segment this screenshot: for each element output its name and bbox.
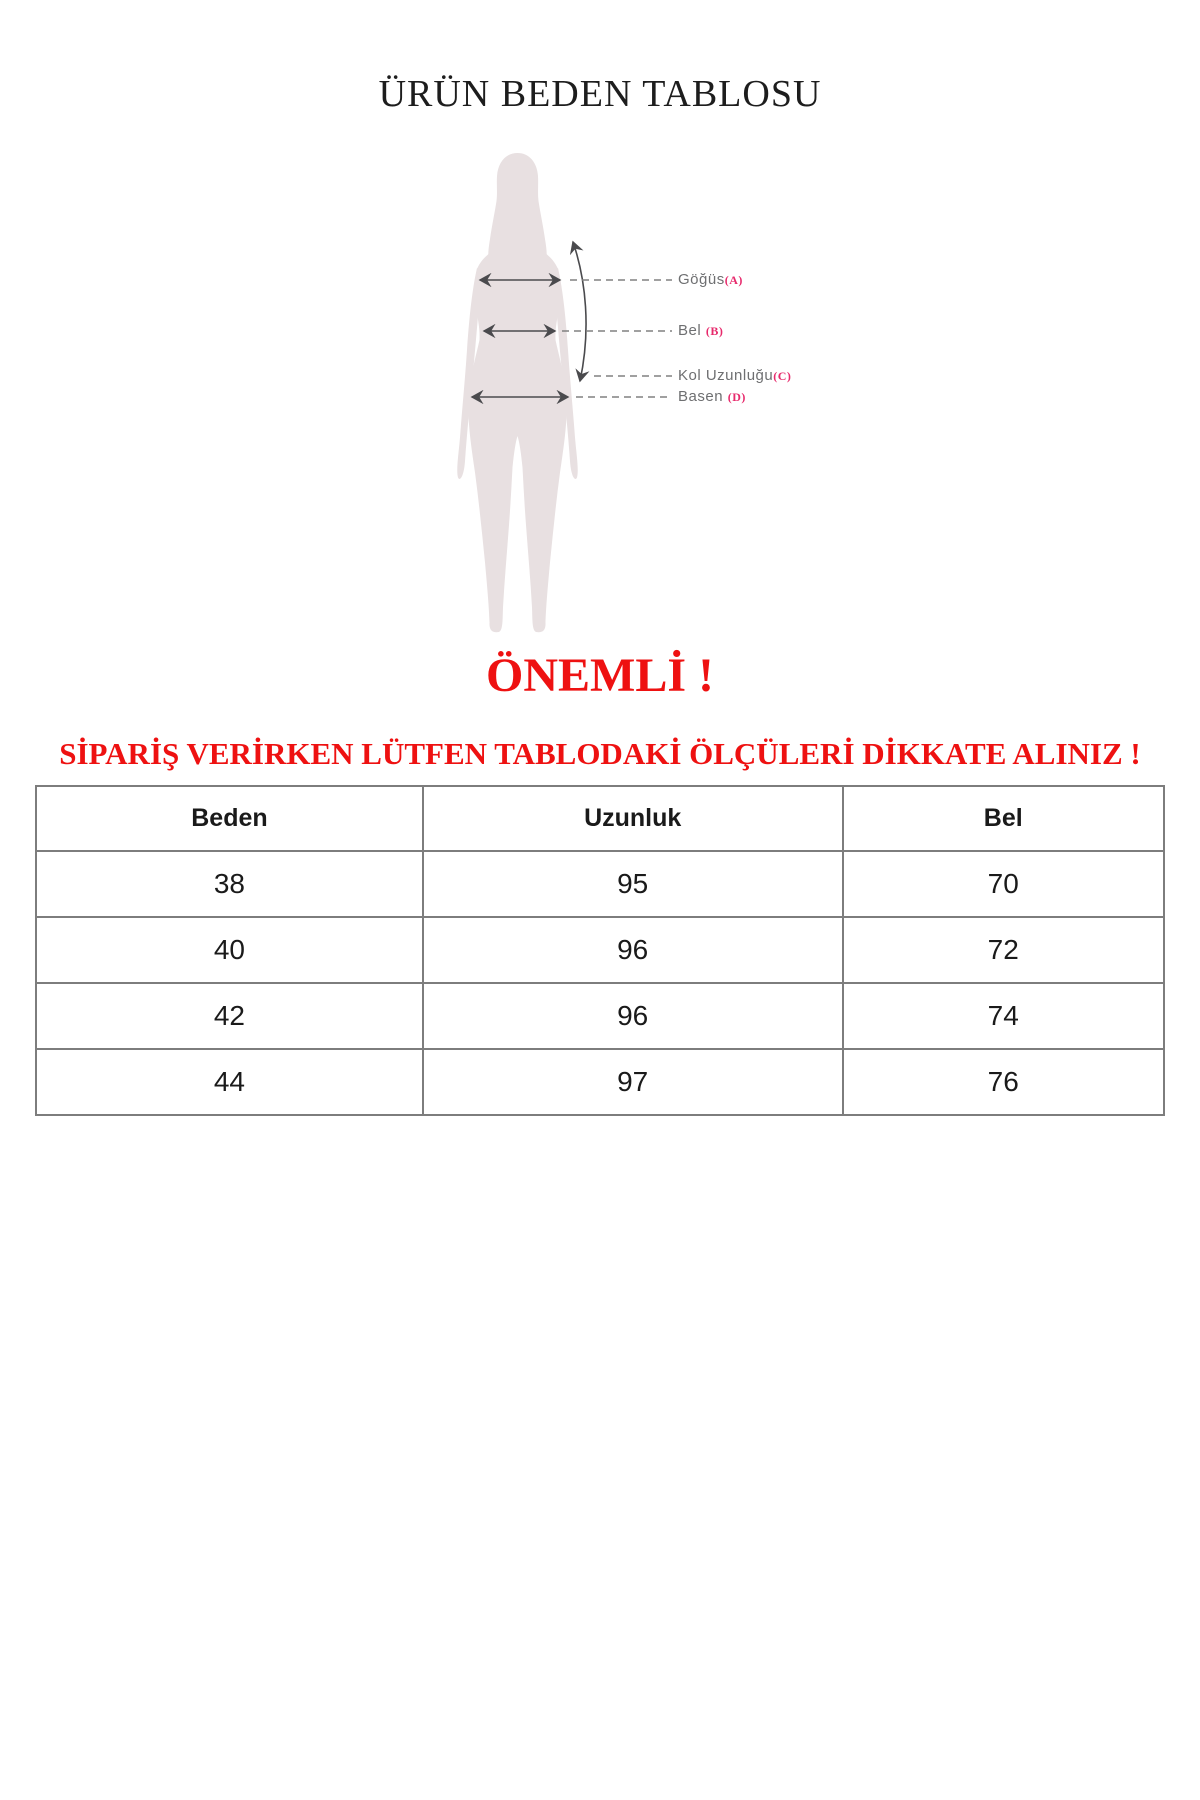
column-header-bel: Bel (843, 786, 1165, 851)
body-diagram-svg (0, 130, 1200, 645)
silhouette-torso-legs (468, 240, 566, 632)
cell-beden: 40 (36, 917, 423, 983)
chest-label (678, 271, 743, 288)
table-row (36, 917, 1164, 983)
arm-length-label-text: Kol Uzunluğu (678, 367, 774, 384)
size-table-header-row (36, 786, 1164, 851)
measurement-diagram (0, 130, 1200, 645)
cell-beden: 42 (36, 983, 423, 1049)
waist-label-text: Bel (678, 322, 702, 339)
arm-length-label (678, 367, 791, 384)
hips-label-letter: (D) (727, 390, 746, 404)
hips-label-text: Basen (678, 388, 724, 405)
chest-label-text: Göğüs (678, 271, 725, 288)
table-row (36, 851, 1164, 917)
cell-bel: 74 (843, 983, 1165, 1049)
order-warning-text: SİPARİŞ VERİRKEN LÜTFEN TABLODAKİ ÖLÇÜLERİ DİKKATE ALINIZ ! (59, 736, 1141, 771)
arm-length-label-letter: (C) (773, 369, 792, 383)
cell-uzunluk: 96 (423, 983, 843, 1049)
table-row (36, 983, 1164, 1049)
important-heading: ÖNEMLİ ! (486, 649, 714, 702)
arm-length-measure-arrow (573, 242, 586, 381)
cell-bel: 76 (843, 1049, 1165, 1115)
female-silhouette (457, 153, 577, 632)
cell-bel: 72 (843, 917, 1165, 983)
cell-bel: 70 (843, 851, 1165, 917)
size-table (35, 785, 1165, 1116)
waist-label-letter: (B) (705, 324, 724, 338)
chest-label-letter: (A) (724, 273, 743, 287)
cell-beden: 44 (36, 1049, 423, 1115)
cell-uzunluk: 96 (423, 917, 843, 983)
cell-uzunluk: 95 (423, 851, 843, 917)
page-title: ÜRÜN BEDEN TABLOSU (378, 73, 822, 115)
cell-beden: 38 (36, 851, 423, 917)
table-row (36, 1049, 1164, 1115)
column-header-beden: Beden (36, 786, 423, 851)
cell-uzunluk: 97 (423, 1049, 843, 1115)
hips-label (678, 388, 746, 405)
column-header-uzunluk: Uzunluk (423, 786, 843, 851)
waist-label (678, 322, 723, 339)
